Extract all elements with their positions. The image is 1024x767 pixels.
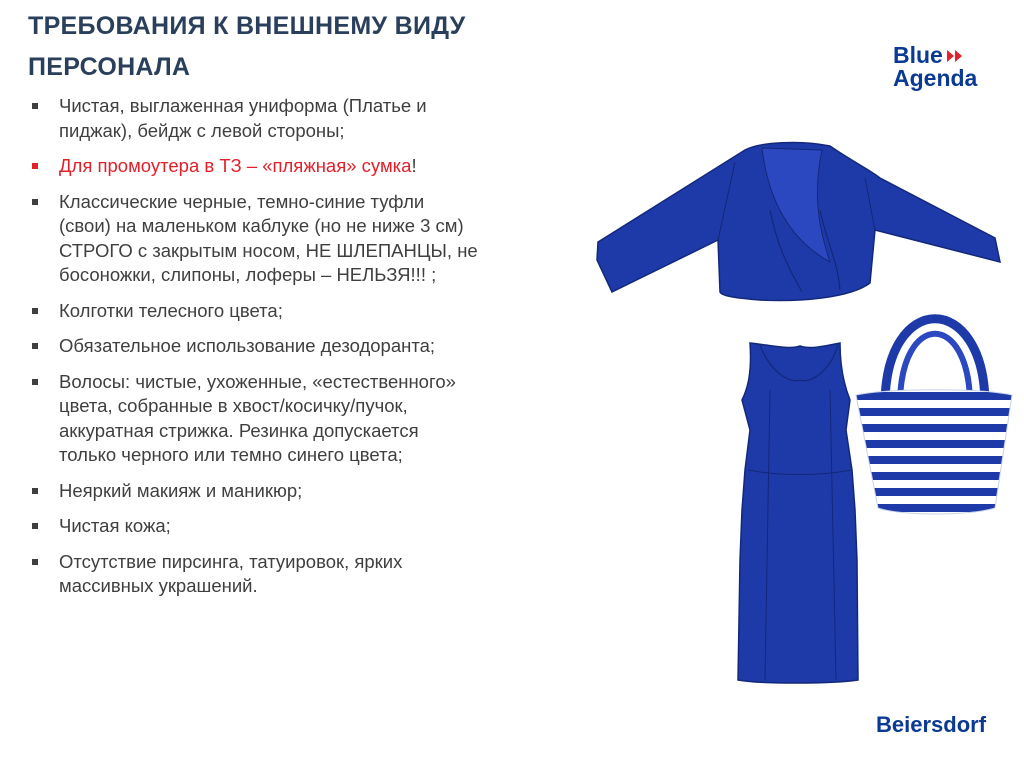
jacket-illustration	[597, 143, 1000, 301]
beiersdorf-logo: Beiersdorf	[876, 712, 987, 737]
list-item-highlight: Для промоутера в ТЗ – «пляжная» сумка!	[32, 154, 592, 179]
list-item: Колготки телесного цвета;	[32, 299, 592, 324]
list-item: Чистая кожа;	[32, 514, 592, 539]
list-item: Классические черные, темно-синие туфли (свои) на маленьком каблуке (но не ниже 3 см) СТРОГО с закрытым носом, НЕ ШЛЕПАНЦЫ, не босоножки, слипоны, лоферы – НЕЛЬЗЯ!!! ;	[32, 190, 592, 288]
list-item: Чистая, выглаженная униформа (Платье и пиджак), бейдж с левой стороны;	[32, 94, 592, 143]
title-line-2: ПЕРСОНАЛА	[28, 53, 191, 81]
list-item: Волосы: чистые, ухоженные, «естественного» цвета, собранные в хвост/косичку/пучок, аккуратная стрижка. Резинка допускается только черного или темно синего цвета;	[32, 370, 592, 468]
list-item: Обязательное использование дезодоранта;	[32, 334, 592, 359]
list-item: Неяркий макияж и маникюр;	[32, 479, 592, 504]
logo-word-blue: Blue	[893, 42, 943, 68]
striped-beach-bag-illustration	[850, 319, 1020, 520]
logo-word-agenda: Agenda	[893, 65, 978, 91]
title-line-1: ТРЕБОВАНИЯ К ВНЕШНЕМУ ВИДУ	[28, 12, 466, 40]
list-item: Отсутствие пирсинга, татуировок, ярких массивных украшений.	[32, 550, 592, 599]
dress-illustration	[738, 343, 858, 683]
